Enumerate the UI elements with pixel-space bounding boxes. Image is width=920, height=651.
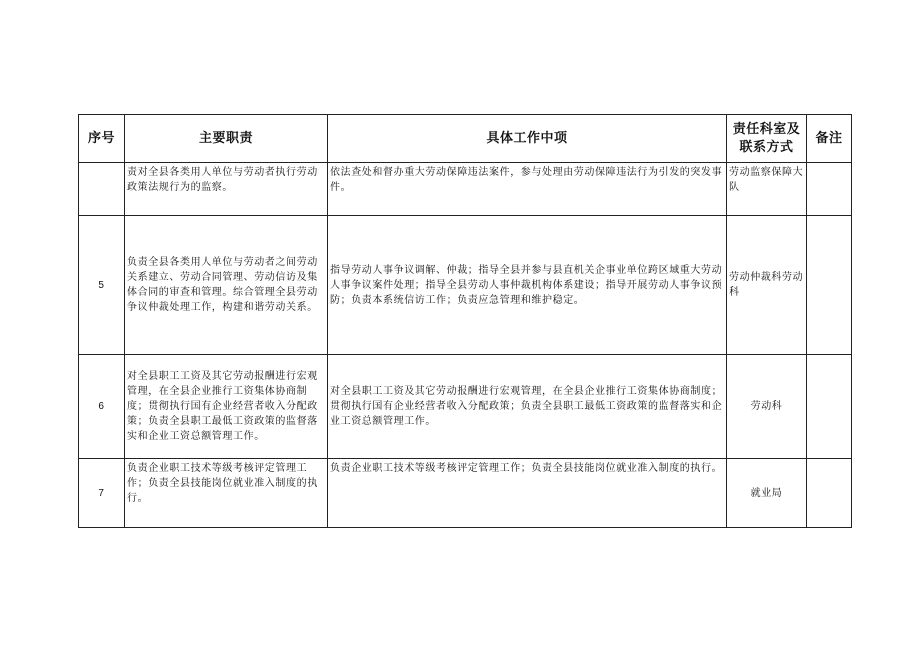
table-row: [79, 355, 852, 459]
work-items-cell: 依法查处和督办重大劳动保障违法案件，参与处理由劳动保障违法行为引发的突发事件。: [328, 163, 727, 216]
row-number: 7: [79, 459, 125, 528]
remark-cell: [807, 163, 852, 216]
row-number: 6: [79, 355, 125, 459]
work-items-cell: 指导劳动人事争议调解、仲裁；指导全县并参与县直机关企事业单位跨区域重大劳动人事争议案件处理；指导全县劳动人事仲裁机构体系建设；指导开展劳动人事争议预防；负责本系统信访工作；负责应急管理和维护稳定。: [328, 216, 727, 355]
header-remark: 备注: [807, 115, 852, 163]
header-items: 具体工作中项: [328, 115, 727, 163]
remark-cell: [807, 355, 852, 459]
work-items-cell: 对全县职工工资及其它劳动报酬进行宏观管理，在全县企业推行工资集体协商制度；贯彻执行国有企业经营者收入分配政策；负责全县职工最低工资政策的监督落实和企业工资总额管理工作。: [328, 355, 727, 459]
table-row: [79, 163, 852, 216]
row-number: 5: [79, 216, 125, 355]
header-dept: 责任科室及联系方式: [727, 115, 807, 163]
duty-table: [78, 114, 852, 528]
remark-cell: [807, 216, 852, 355]
main-duty-cell: 对全县职工工资及其它劳动报酬进行宏观管理，在全县企业推行工资集体协商制度；贯彻执行国有企业经营者收入分配政策；负责全县职工最低工资政策的监督落实和企业工资总额管理工作。: [125, 355, 328, 459]
department-cell: 就业局: [727, 459, 807, 528]
header-no: 序号: [79, 115, 125, 163]
department-cell: 劳动仲裁科劳动科: [727, 216, 807, 355]
row-number: [79, 163, 125, 216]
department-cell: 劳动监察保障大队: [727, 163, 807, 216]
main-duty-cell: 负责企业职工技术等级考核评定管理工作；负责全县技能岗位就业准入制度的执行。: [125, 459, 328, 528]
table-header-row: [79, 115, 852, 163]
header-duty: 主要职责: [125, 115, 328, 163]
main-duty-cell: 责对全县各类用人单位与劳动者执行劳动政策法规行为的监察。: [125, 163, 328, 216]
table-row: [79, 459, 852, 528]
remark-cell: [807, 459, 852, 528]
table-row: [79, 216, 852, 355]
main-duty-cell: 负责全县各类用人单位与劳动者之间劳动关系建立、劳动合同管理、劳动信访及集体合同的审查和管理。综合管理全县劳动争议仲裁处理工作，构建和谐劳动关系。: [125, 216, 328, 355]
department-cell: 劳动科: [727, 355, 807, 459]
work-items-cell: 负责企业职工技术等级考核评定管理工作；负责全县技能岗位就业准入制度的执行。: [328, 459, 727, 528]
